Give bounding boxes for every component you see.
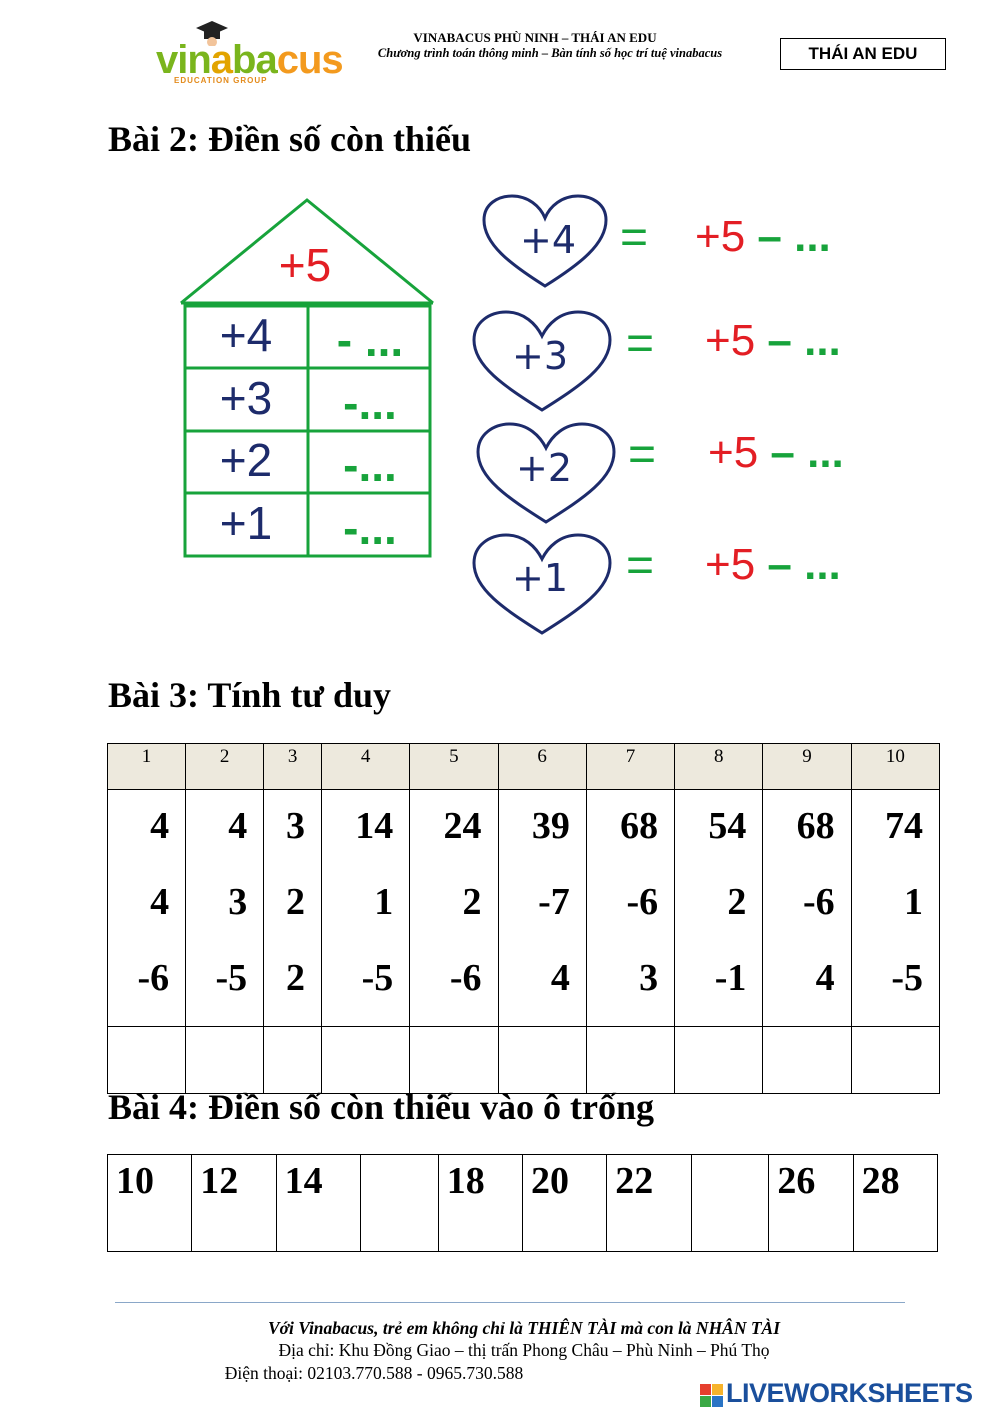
equation-1-blank[interactable]: – ... xyxy=(757,212,831,261)
bai3-number-cell: 68 -6 3 xyxy=(586,790,674,1027)
bai4-cell: 18 xyxy=(438,1155,522,1252)
bai3-answer-cell[interactable] xyxy=(108,1027,186,1094)
bai3-col-header: 6 xyxy=(498,744,586,790)
bai4-cell: 20 xyxy=(522,1155,606,1252)
bai3-col-header: 10 xyxy=(851,744,939,790)
bai3-number-cell: 68 -6 4 xyxy=(763,790,851,1027)
bai3-answer-cell[interactable] xyxy=(586,1027,674,1094)
bai4-cell: 26 xyxy=(769,1155,853,1252)
bai3-number-cell: 14 1 -5 xyxy=(321,790,409,1027)
equation-4-equals: = xyxy=(626,539,655,592)
house-row-3-right[interactable]: -... xyxy=(343,439,397,491)
bai4-blank-cell[interactable] xyxy=(360,1155,438,1252)
bai4-cell: 12 xyxy=(192,1155,276,1252)
bai3-number-cell: 54 2 -1 xyxy=(675,790,763,1027)
bai4-cell: 28 xyxy=(853,1155,937,1252)
bai3-col-header: 3 xyxy=(264,744,322,790)
equation-3-rhs: +5 – ... xyxy=(708,428,844,477)
bai3-col-header: 7 xyxy=(586,744,674,790)
bai4-row xyxy=(108,1155,938,1252)
liveworksheets-logo-icon xyxy=(700,1384,724,1408)
heart-2-label: +3 xyxy=(511,334,569,378)
bai3-col-header: 4 xyxy=(321,744,409,790)
bai3-number-cell: 24 2 -6 xyxy=(410,790,498,1027)
equation-1-equals: = xyxy=(620,211,649,264)
bai3-answer-cell[interactable] xyxy=(321,1027,409,1094)
bai3-title: Bài 3: Tính tư duy xyxy=(108,675,392,715)
header-title: VINABACUS PHÙ NINH – THÁI AN EDU xyxy=(413,30,657,45)
bai3-col-header: 8 xyxy=(675,744,763,790)
heart-4-label: +1 xyxy=(511,556,569,600)
house-row-2-left: +3 xyxy=(219,372,273,424)
bai3-col-header: 2 xyxy=(186,744,264,790)
equation-2-blank[interactable]: – ... xyxy=(767,316,841,365)
equation-1-rhs: +5 – ... xyxy=(695,212,831,261)
bai3-number-cell: 4 4 -6 xyxy=(108,790,186,1027)
liveworksheets-text: LIVEWORKSHEETS xyxy=(726,1378,973,1408)
bai3-col-header: 1 xyxy=(108,744,186,790)
bai3-answer-cell[interactable] xyxy=(763,1027,851,1094)
header-brand-box: THÁI AN EDU xyxy=(780,38,946,70)
header-subtitle: Chương trình toán thông minh – Bàn tính số học trí tuệ vinabacus xyxy=(377,46,723,60)
bai3-number-cell: 4 3 -5 xyxy=(186,790,264,1027)
footer-divider xyxy=(115,1302,905,1303)
equation-3-blank[interactable]: – ... xyxy=(770,428,844,477)
bai3-number-cell: 39 -7 4 xyxy=(498,790,586,1027)
bai3-number-cell: 74 1 -5 xyxy=(851,790,939,1027)
footer-address: Địa chỉ: Khu Đồng Giao – thị trấn Phong Châu – Phù Ninh – Phú Thọ xyxy=(278,1340,770,1360)
house-row-4-right[interactable]: -... xyxy=(343,502,397,554)
bai4-cell: 22 xyxy=(607,1155,691,1252)
equation-4-rhs: +5 – ... xyxy=(705,540,841,589)
heart-1-label: +4 xyxy=(519,218,577,262)
bai3-col-header: 9 xyxy=(763,744,851,790)
equation-3-equals: = xyxy=(628,428,657,481)
vinabacus-logo xyxy=(150,18,350,88)
bai3-answer-cell[interactable] xyxy=(498,1027,586,1094)
bai3-numbers-row xyxy=(108,790,940,1027)
bai4-cell: 14 xyxy=(276,1155,360,1252)
equation-2-equals: = xyxy=(626,317,655,370)
equation-2-rhs: +5 – ... xyxy=(705,316,841,365)
bai3-number-cell: 3 2 2 xyxy=(264,790,322,1027)
house-row-1-left: +4 xyxy=(219,309,273,361)
logo-subtext: EDUCATION GROUP xyxy=(174,76,268,85)
house-row-1-right[interactable]: - ... xyxy=(336,314,404,366)
bai3-header-row xyxy=(108,744,940,790)
liveworksheets-watermark xyxy=(700,1378,1000,1412)
bai4-blank-cell[interactable] xyxy=(691,1155,769,1252)
bai4-title: Bài 4: Điền số còn thiếu vào ô trống xyxy=(108,1087,655,1127)
house-row-2-right[interactable]: -... xyxy=(343,377,397,429)
bai3-answer-row xyxy=(108,1027,940,1094)
house-roof-number: +5 xyxy=(278,239,332,291)
footer-slogan: Với Vinabacus, trẻ em không chỉ là THIÊN TÀI mà con là NHÂN TÀI xyxy=(267,1318,781,1338)
footer-phone: Điện thoại: 02103.770.588 - 0965.730.588 xyxy=(224,1363,524,1383)
bai3-answer-cell[interactable] xyxy=(410,1027,498,1094)
bai3-col-header: 5 xyxy=(410,744,498,790)
heart-3-label: +2 xyxy=(515,446,573,490)
bai4-cell: 10 xyxy=(108,1155,192,1252)
bai2-title: Bài 2: Điền số còn thiếu xyxy=(108,119,472,159)
bai4-table xyxy=(107,1154,938,1252)
equation-4-blank[interactable]: – ... xyxy=(767,540,841,589)
bai3-table xyxy=(107,743,940,1094)
bai3-answer-cell[interactable] xyxy=(675,1027,763,1094)
bai3-answer-cell[interactable] xyxy=(186,1027,264,1094)
bai3-answer-cell[interactable] xyxy=(264,1027,322,1094)
logo-wordmark: vinabacus xyxy=(156,38,343,82)
house-row-4-left: +1 xyxy=(219,497,273,549)
bai3-answer-cell[interactable] xyxy=(851,1027,939,1094)
house-row-3-left: +2 xyxy=(219,434,273,486)
